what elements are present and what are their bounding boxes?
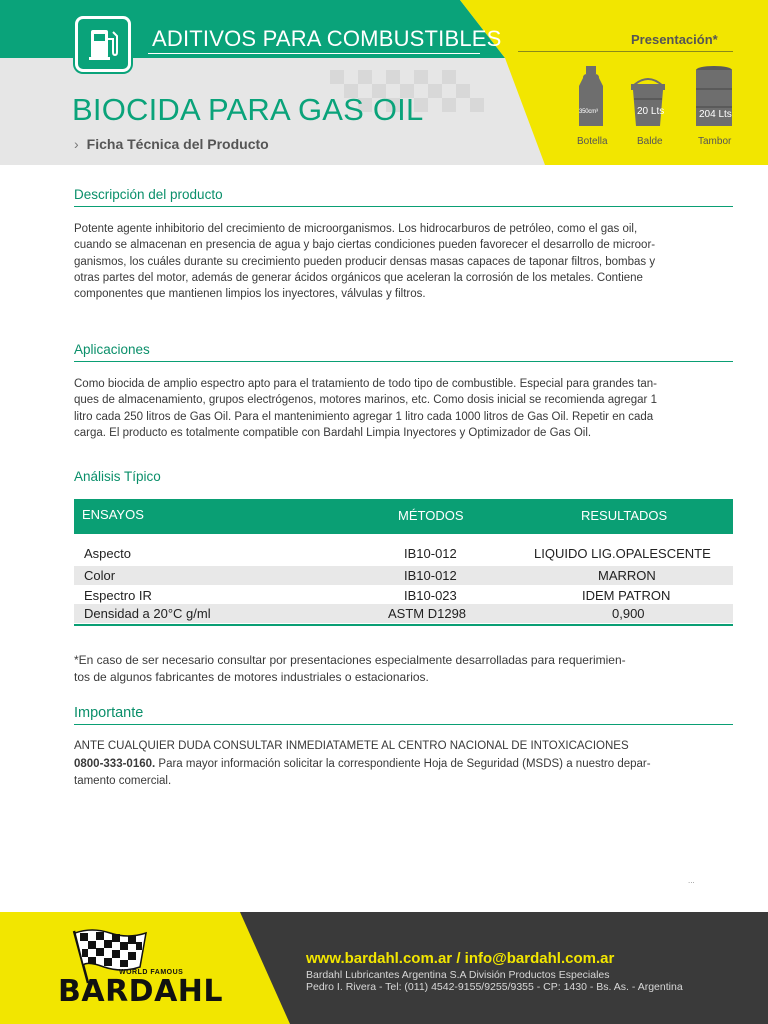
applications-line: Como biocida de amplio espectro apto para el tratamiento de todo tipo de combustible. Especial para grandes tan- xyxy=(74,378,658,390)
description-line: ganismos, los cuáles durante su crecimiento pueden producir densas masas capaces de taponar filtros, bombas y xyxy=(74,255,656,268)
note-line: *En caso de ser necesario consultar por presentaciones especialmente desarrolladas para requerimien- xyxy=(74,653,626,667)
analysis-heading: Análisis Típico xyxy=(74,469,161,484)
bottle-capacity: 350cm³ xyxy=(579,109,598,115)
header xyxy=(0,0,768,165)
note-line: tos de algunos fabricantes de motores industriales o estacionarios. xyxy=(74,670,429,684)
cell-method: ASTM D1298 xyxy=(388,606,467,621)
cell-test: Espectro IR xyxy=(84,588,152,603)
brand-tagline: WORLD FAMOUS xyxy=(119,969,184,976)
presentation-rule xyxy=(518,51,733,52)
important-line: tamento comercial. xyxy=(74,775,172,787)
contact-web-email[interactable]: www.bardahl.com.ar / info@bardahl.com.ar xyxy=(306,950,615,967)
subtitle-text: Ficha Técnica del Producto xyxy=(86,136,269,152)
column-header-methods: MÉTODOS xyxy=(398,508,464,523)
description-text xyxy=(74,221,730,302)
applications-rule xyxy=(74,361,733,362)
cell-test: Aspecto xyxy=(84,546,131,561)
poison-center-phone: 0800-333-0160. xyxy=(74,757,156,770)
description-heading: Descripción del producto xyxy=(74,187,223,202)
presentation-title: Presentación* xyxy=(631,32,718,47)
category-title: ADITIVOS PARA COMBUSTIBLES xyxy=(152,26,502,51)
chevron-right-icon: › xyxy=(74,136,79,152)
applications-line: ques de almacenamiento, grupos electrógenos, motores marinos, etc. Como dosis inicial se recomienda agregar 1 xyxy=(74,394,657,407)
cell-test: Color xyxy=(84,568,116,583)
page-marker: ... xyxy=(688,876,695,885)
package-label-bucket: Balde xyxy=(637,136,663,147)
bucket-icon xyxy=(629,76,667,133)
important-line-rest: Para mayor información solicitar la correspondiente Hoja de Seguridad (MSDS) a nuestro depar- xyxy=(155,757,651,770)
product-subtitle xyxy=(74,136,269,152)
cell-result: IDEM PATRON xyxy=(582,588,671,603)
important-text xyxy=(74,738,730,791)
drum-icon xyxy=(695,66,733,133)
company-name: Bardahl Lubricantes Argentina S.A División Productos Especiales xyxy=(306,969,610,981)
cell-result: MARRON xyxy=(598,568,656,583)
applications-line: litro cada 250 litros de Gas Oil. Para el mantenimiento agregar 1 litro cada 1000 litros de Gas Oil. Repetir en cada xyxy=(74,410,654,423)
description-line: cuando se almacenan en presencia de agua y bajo ciertas condiciones pueden favorecer el desarrollo de microor- xyxy=(74,239,656,252)
fuel-pump-icon xyxy=(75,16,131,72)
cell-result: LIQUIDO LIG.OPALESCENTE xyxy=(534,546,711,561)
bardahl-logo: BARDAHL xyxy=(58,974,224,1009)
bucket-capacity: 20 Lts xyxy=(637,106,665,117)
bottle-icon xyxy=(577,64,605,133)
description-rule xyxy=(74,206,733,207)
table-row xyxy=(74,604,733,623)
analysis-table-header xyxy=(74,499,733,534)
important-heading: Importante xyxy=(74,705,144,721)
company-address: Pedro I. Rivera - Tel: (011) 4542-9155/9255/9355 - CP: 1430 - Bs. As. - Argentina xyxy=(306,981,683,993)
cell-method: IB10-023 xyxy=(404,588,457,603)
product-title: BIOCIDA PARA GAS OIL xyxy=(72,92,424,127)
column-header-results: RESULTADOS xyxy=(581,508,668,523)
applications-line: carga. El producto es totalmente compatible con Bardahl Limpia Inyectores y Optimizador de Gas Oil. xyxy=(74,426,592,439)
presentation-note xyxy=(74,652,730,686)
applications-heading: Aplicaciones xyxy=(74,342,150,357)
category-underline xyxy=(148,53,480,54)
drum-capacity: 204 Lts xyxy=(699,109,732,120)
package-label-drum: Tambor xyxy=(698,136,732,147)
important-line: ANTE CUALQUIER DUDA CONSULTAR INMEDIATAMETE AL CENTRO NACIONAL DE INTOXICACIONES xyxy=(74,740,629,752)
package-label-bottle: Botella xyxy=(577,136,608,147)
cell-method: IB10-012 xyxy=(404,568,457,583)
cell-test: Densidad a 20°C g/ml xyxy=(84,606,211,621)
footer xyxy=(0,912,768,1024)
description-line: componentes que mantienen limpios los inyectores, válvulas y filtros. xyxy=(74,288,426,301)
important-line xyxy=(74,756,730,774)
cell-method: IB10-012 xyxy=(404,546,457,561)
column-header-tests: ENSAYOS xyxy=(82,507,144,522)
important-rule xyxy=(74,724,733,725)
table-row xyxy=(74,586,733,605)
table-row xyxy=(74,566,733,585)
table-row xyxy=(74,544,733,563)
description-line: Potente agente inhibitorio del crecimiento de microorganismos. Los hidrocarburos de petróleo, como el gas oil, xyxy=(74,223,638,235)
cell-result: 0,900 xyxy=(612,606,645,621)
description-line: otras partes del motor, además de generar ácidos orgánicos que aceleran la corrosión de los metales. Contiene xyxy=(74,271,643,284)
applications-text xyxy=(74,376,730,441)
table-bottom-rule xyxy=(74,624,733,626)
